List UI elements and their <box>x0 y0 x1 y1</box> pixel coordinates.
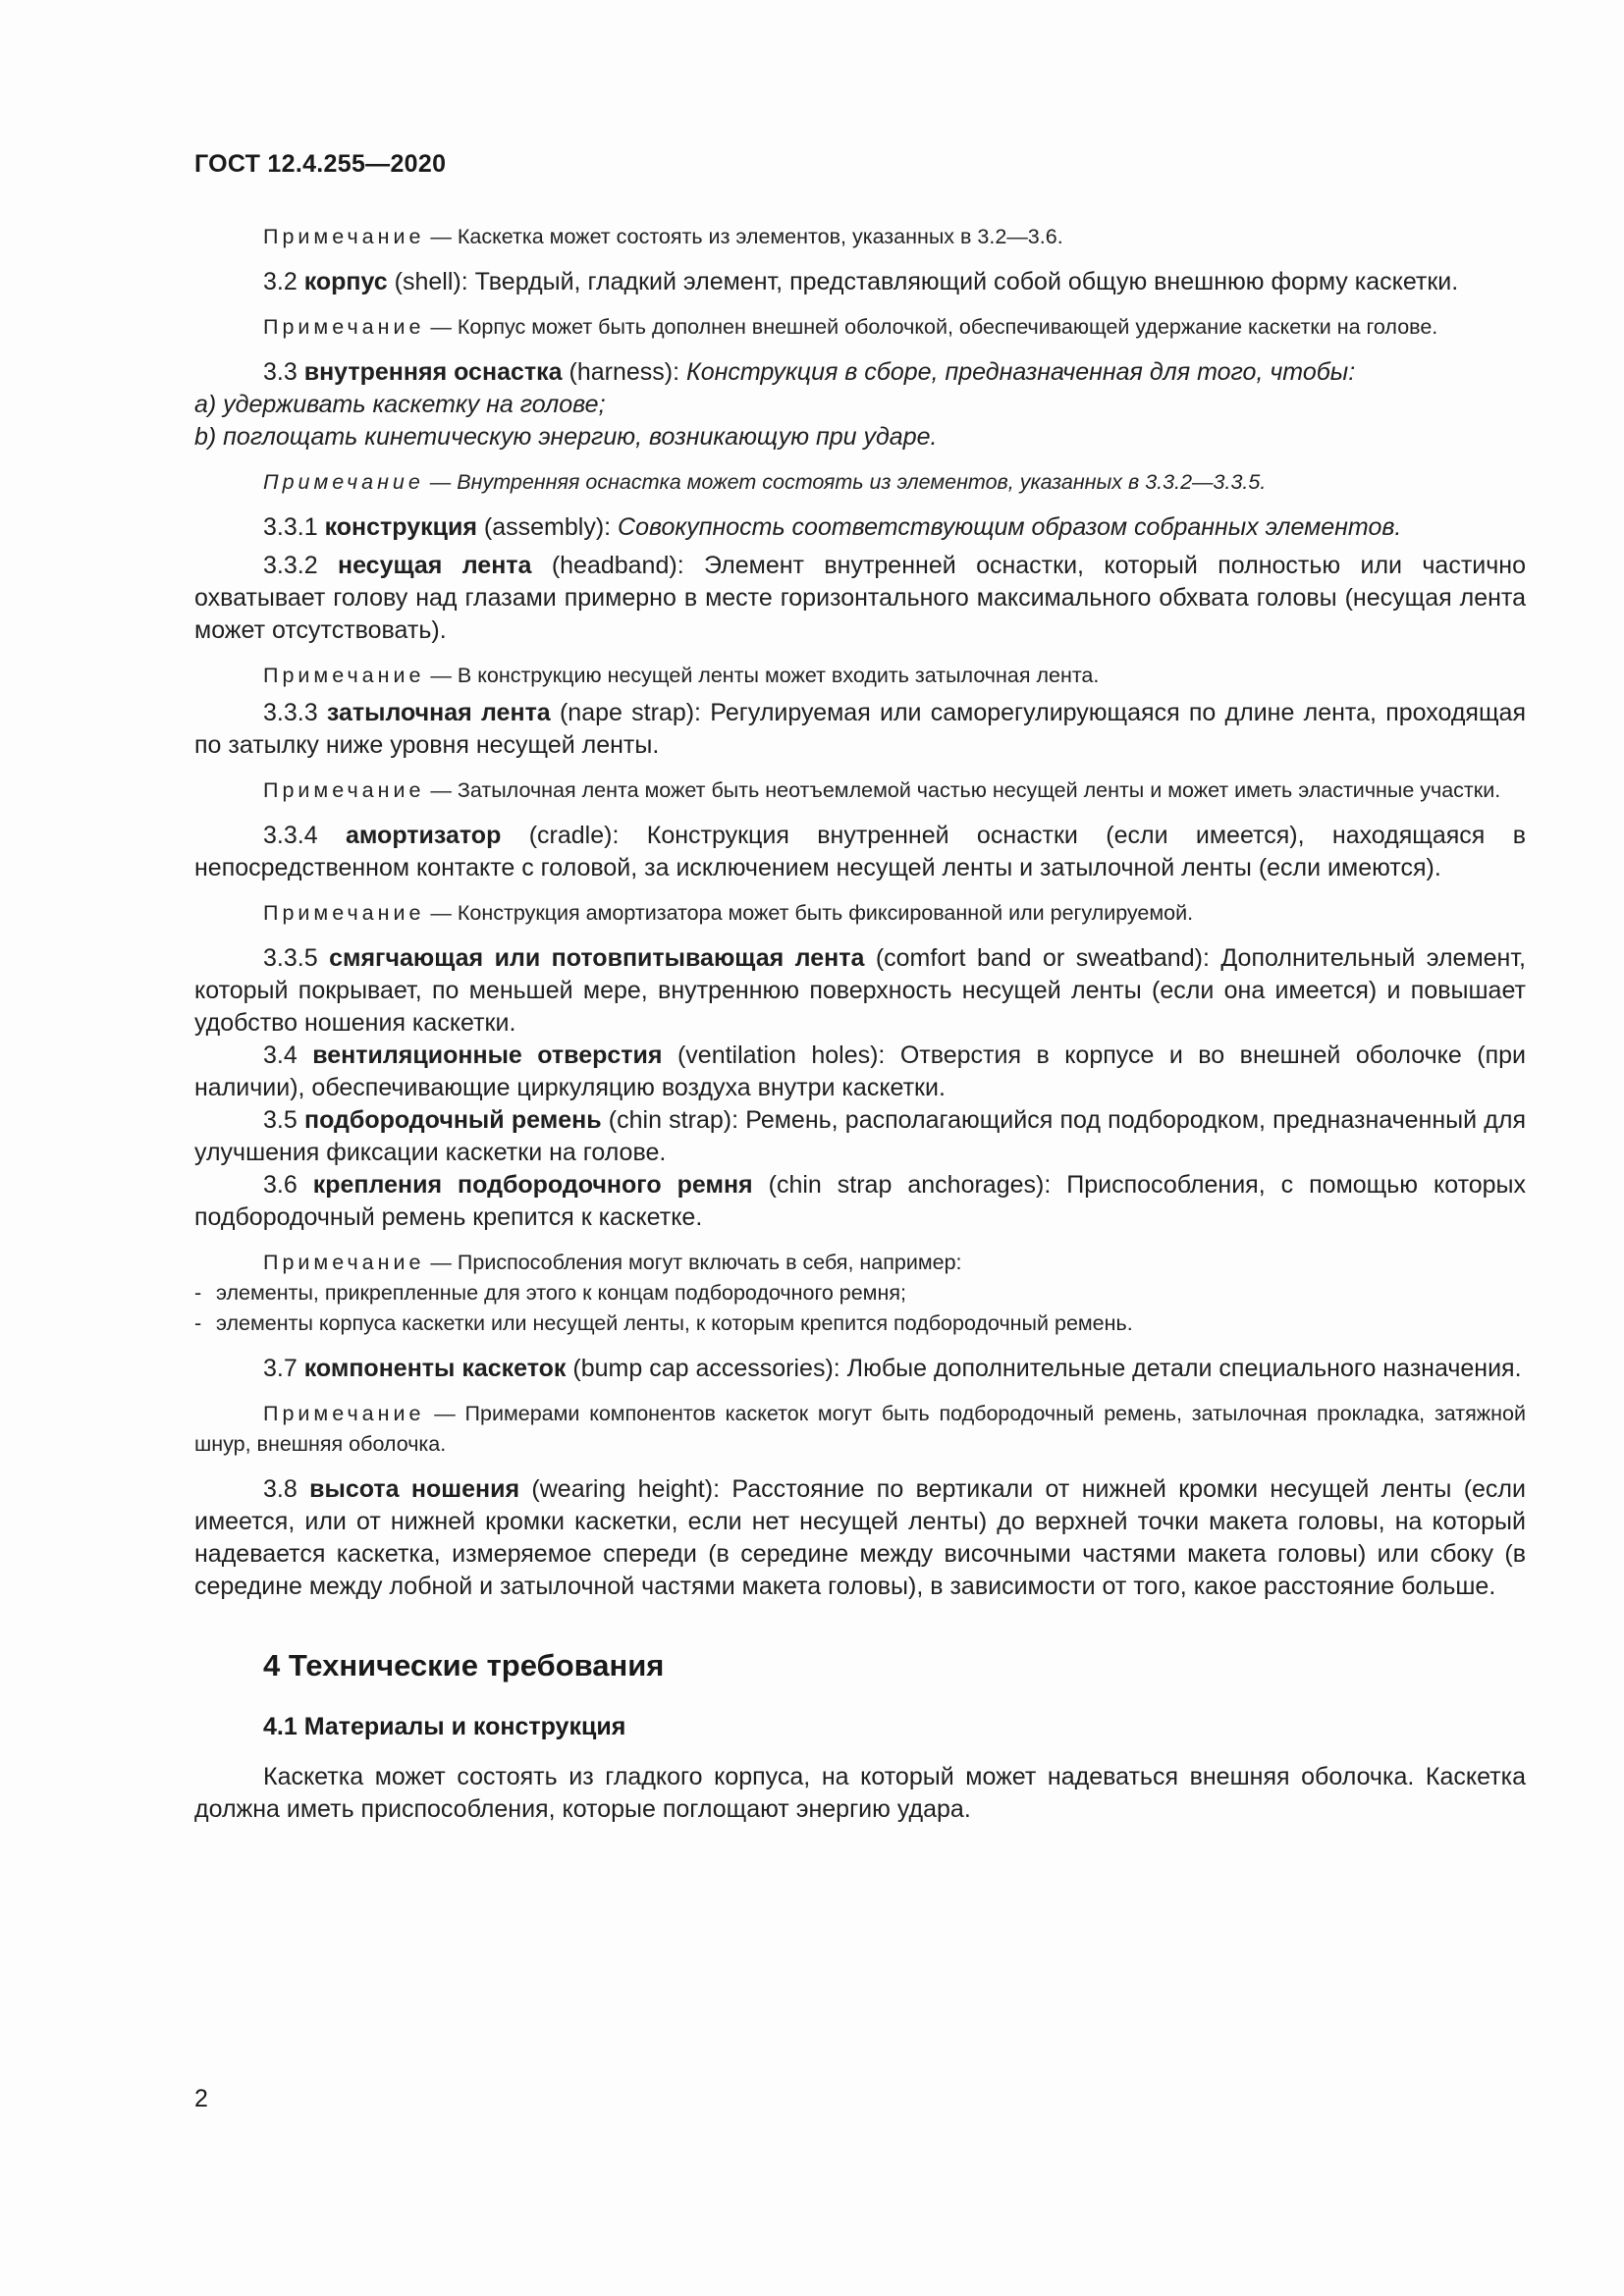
term-3-3-2: 3.3.2 несущая лента (headband): Элемент внутренней оснастки, который полностью или частично охватывает голову над глазами примерно в месте горизонтального максимального обхвата головы (несущая лента может отсутствовать). <box>194 552 1526 644</box>
term-3-3: 3.3 внутренняя оснастка (harness): Конструкция в сборе, предназначенная для того, чтобы: <box>263 358 1356 386</box>
term-3-3-item-a: a) удерживать каскетку на голове; <box>194 391 606 418</box>
section-4-heading: 4 Технические требования <box>263 1648 665 1682</box>
term-3-3-3: 3.3.3 затылочная лента (nape strap): Регулируемая или саморегулирующаяся по длине лента, проходящая по затылку ниже уровня несущей ленты. <box>194 699 1526 759</box>
note-3-6-item: - элементы, прикрепленные для этого к концам подбородочного ремня; <box>194 1281 906 1305</box>
term-3-3-4: 3.3.4 амортизатор (cradle): Конструкция внутренней оснастки (если имеется), находящаяся в непосредственном контакте с головой, за исключением несущей ленты и затылочной ленты (если имеются). <box>194 822 1526 881</box>
term-3-5: 3.5 подбородочный ремень (chin strap): Ремень, располагающийся под подбородком, предназначенный для улучшения фиксации каскетки на голове. <box>194 1106 1527 1166</box>
note-label: Примечание <box>263 225 425 248</box>
note-3-7: Примечание — Примерами компонентов каскеток могут быть подбородочный ремень, затылочная прокладка, затяжной шнур, внешняя оболочка. <box>194 1402 1526 1456</box>
standard-code: ГОСТ 12.4.255—2020 <box>194 150 447 178</box>
note-3-1: Примечание — Каскетка может состоять из элементов, указанных в 3.2—3.6. <box>263 225 1063 248</box>
note-3-3: Примечание — Внутренняя оснастка может состоять из элементов, указанных в 3.3.2—3.3.5. <box>263 470 1267 494</box>
section-4-1-text: Каскетка может состоять из гладкого корпуса, на который может надеваться внешняя оболочка. Каскетка должна иметь приспособления, которые поглощают энергию удара. <box>194 1763 1526 1823</box>
term-3-4: 3.4 вентиляционные отверстия (ventilation holes): Отверстия в корпусе и во внешней оболочке (при наличии), обеспечивающие циркуляцию воздуха внутри каскетки. <box>194 1041 1527 1101</box>
subsection-4-1-heading: 4.1 Материалы и конструкция <box>263 1713 626 1740</box>
term-3-6: 3.6 крепления подбородочного ремня (chin strap anchorages): Приспособления, с помощью которых подбородочный ремень крепится к каскетке. <box>194 1171 1527 1231</box>
note-3-6: Примечание — Приспособления могут включать в себя, например: <box>263 1251 962 1274</box>
note-3-2: Примечание — Корпус может быть дополнен внешней оболочкой, обеспечивающей удержание каскетки на голове. <box>263 315 1438 339</box>
term-3-3-1: 3.3.1 конструкция (assembly): Совокупность соответствующим образом собранных элементов. <box>263 513 1402 541</box>
note-3-3-3: Примечание — Затылочная лента может быть неотъемлемой частью несущей ленты и может иметь эластичные участки. <box>263 778 1501 802</box>
term-3-8: 3.8 высота ношения (wearing height): Расстояние по вертикали от нижней кромки несущей ленты (если имеется, или от нижней кромки каскетки, если нет несущей ленты) до верхней точки макета головы, на который надевается каскетка, измеряемое спереди (в середине между височными частями макета головы) или сбоку (в середине между лобной и затылочной частями макета головы), в зависимости от того, какое расстояние больше. <box>194 1475 1526 1600</box>
note-3-3-2: Примечание — В конструкцию несущей ленты может входить затылочная лента. <box>263 664 1100 687</box>
note-3-6-item: - элементы корпуса каскетки или несущей ленты, к которым крепится подбородочный ремень. <box>194 1311 1133 1335</box>
note-3-3-4: Примечание — Конструкция амортизатора может быть фиксированной или регулируемой. <box>263 901 1194 925</box>
page-number: 2 <box>194 2085 208 2112</box>
term-3-3-item-b: b) поглощать кинетическую энергию, возникающую при ударе. <box>194 423 938 451</box>
page-body <box>194 222 1526 1826</box>
term-3-3-5: 3.3.5 смягчающая или потовпитывающая лента (comfort band or sweatband): Дополнительный элемент, который покрывает, по меньшей мере, внутреннюю поверхность несущей ленты (если она имеется) и повышает удобство ношения каскетки. <box>194 944 1526 1037</box>
term-3-2: 3.2 корпус (shell): Твердый, гладкий элемент, представляющий собой общую внешнюю форму каскетки. <box>263 268 1459 295</box>
term-3-7: 3.7 компоненты каскеток (bump cap accessories): Любые дополнительные детали специального назначения. <box>263 1355 1522 1382</box>
